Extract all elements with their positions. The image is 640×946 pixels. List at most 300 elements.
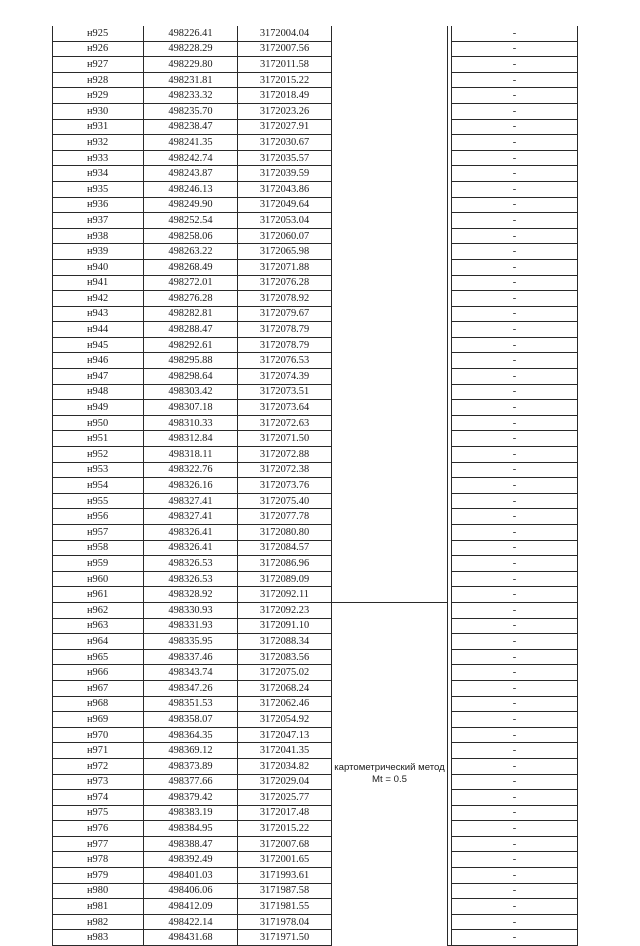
x-coordinate-cell: 498228.29 — [144, 41, 238, 57]
x-coordinate-cell: 498226.41 — [144, 26, 238, 41]
error-value-cell: - — [452, 462, 578, 478]
table-row — [53, 868, 578, 884]
table-row — [53, 275, 578, 291]
table-row — [53, 805, 578, 821]
point-id-cell: н953 — [53, 462, 144, 478]
error-value-cell: - — [452, 509, 578, 525]
error-value-cell: - — [452, 883, 578, 899]
error-value-cell: - — [452, 665, 578, 681]
point-id-cell: н970 — [53, 727, 144, 743]
table-row — [53, 431, 578, 447]
x-coordinate-cell: 498406.06 — [144, 883, 238, 899]
error-value-cell: - — [452, 72, 578, 88]
point-id-cell: н963 — [53, 618, 144, 634]
method-cell-empty — [332, 181, 448, 197]
error-value-cell: - — [452, 478, 578, 494]
error-value-cell: - — [452, 493, 578, 509]
x-coordinate-cell: 498326.16 — [144, 478, 238, 494]
y-coordinate-cell: 3172071.50 — [238, 431, 332, 447]
x-coordinate-cell: 498249.90 — [144, 197, 238, 213]
y-coordinate-cell: 3172053.04 — [238, 213, 332, 229]
point-id-cell: н959 — [53, 556, 144, 572]
error-value-cell: - — [452, 836, 578, 852]
y-coordinate-cell: 3172078.79 — [238, 337, 332, 353]
y-coordinate-cell: 3172001.65 — [238, 852, 332, 868]
error-value-cell: - — [452, 649, 578, 665]
x-coordinate-cell: 498327.41 — [144, 493, 238, 509]
table-row — [53, 57, 578, 73]
method-cell-empty — [332, 259, 448, 275]
method-cell-empty — [332, 478, 448, 494]
point-id-cell: н930 — [53, 103, 144, 119]
error-value-cell: - — [452, 805, 578, 821]
x-coordinate-cell: 498392.49 — [144, 852, 238, 868]
error-value-cell: - — [452, 587, 578, 603]
error-value-cell: - — [452, 119, 578, 135]
table-row — [53, 525, 578, 541]
x-coordinate-cell: 498242.74 — [144, 150, 238, 166]
y-coordinate-cell: 3172074.39 — [238, 369, 332, 385]
error-value-cell: - — [452, 930, 578, 946]
point-id-cell: н926 — [53, 41, 144, 57]
error-value-cell: - — [452, 166, 578, 182]
table-row — [53, 213, 578, 229]
table-row — [53, 478, 578, 494]
point-id-cell: н983 — [53, 930, 144, 946]
table-row — [53, 556, 578, 572]
table-row — [53, 930, 578, 946]
error-value-cell: - — [452, 337, 578, 353]
x-coordinate-cell: 498272.01 — [144, 275, 238, 291]
y-coordinate-cell: 3172041.35 — [238, 743, 332, 759]
table-row — [53, 228, 578, 244]
error-value-cell: - — [452, 213, 578, 229]
method-cell-empty — [332, 384, 448, 400]
y-coordinate-cell: 3171978.04 — [238, 914, 332, 930]
point-id-cell: н927 — [53, 57, 144, 73]
table-row — [53, 306, 578, 322]
point-id-cell: н952 — [53, 447, 144, 463]
y-coordinate-cell: 3172075.02 — [238, 665, 332, 681]
x-coordinate-cell: 498276.28 — [144, 291, 238, 307]
y-coordinate-cell: 3172025.77 — [238, 790, 332, 806]
x-coordinate-cell: 498235.70 — [144, 103, 238, 119]
table-row — [53, 821, 578, 837]
table-row — [53, 322, 578, 338]
point-id-cell: н973 — [53, 774, 144, 790]
point-id-cell: н982 — [53, 914, 144, 930]
point-id-cell: н951 — [53, 431, 144, 447]
table-row — [53, 103, 578, 119]
point-id-cell: н981 — [53, 899, 144, 915]
method-cell-empty — [332, 166, 448, 182]
y-coordinate-cell: 3172018.49 — [238, 88, 332, 104]
error-value-cell: - — [452, 821, 578, 837]
y-coordinate-cell: 3172072.88 — [238, 447, 332, 463]
method-cell-empty — [332, 322, 448, 338]
y-coordinate-cell: 3172091.10 — [238, 618, 332, 634]
y-coordinate-cell: 3172049.64 — [238, 197, 332, 213]
x-coordinate-cell: 498246.13 — [144, 181, 238, 197]
y-coordinate-cell: 3172088.34 — [238, 634, 332, 650]
y-coordinate-cell: 3172004.04 — [238, 26, 332, 41]
error-value-cell: - — [452, 244, 578, 260]
error-value-cell: - — [452, 712, 578, 728]
y-coordinate-cell: 3172078.92 — [238, 291, 332, 307]
y-coordinate-cell: 3172035.57 — [238, 150, 332, 166]
error-value-cell: - — [452, 259, 578, 275]
point-id-cell: н932 — [53, 135, 144, 151]
table-row — [53, 914, 578, 930]
y-coordinate-cell: 3172086.96 — [238, 556, 332, 572]
table-row — [53, 166, 578, 182]
x-coordinate-cell: 498295.88 — [144, 353, 238, 369]
point-id-cell: н935 — [53, 181, 144, 197]
y-coordinate-cell: 3172007.56 — [238, 41, 332, 57]
x-coordinate-cell: 498243.87 — [144, 166, 238, 182]
x-coordinate-cell: 498347.26 — [144, 680, 238, 696]
x-coordinate-cell: 498431.68 — [144, 930, 238, 946]
table-row — [53, 26, 578, 41]
table-row — [53, 743, 578, 759]
point-id-cell: н965 — [53, 649, 144, 665]
error-value-cell: - — [452, 525, 578, 541]
method-cell-empty — [332, 228, 448, 244]
error-value-cell: - — [452, 41, 578, 57]
point-id-cell: н938 — [53, 228, 144, 244]
x-coordinate-cell: 498292.61 — [144, 337, 238, 353]
point-id-cell: н969 — [53, 712, 144, 728]
error-value-cell: - — [452, 431, 578, 447]
method-cell-empty — [332, 135, 448, 151]
error-value-cell: - — [452, 197, 578, 213]
point-id-cell: н939 — [53, 244, 144, 260]
x-coordinate-cell: 498343.74 — [144, 665, 238, 681]
y-coordinate-cell: 3172015.22 — [238, 821, 332, 837]
point-id-cell: н931 — [53, 119, 144, 135]
y-coordinate-cell: 3172027.91 — [238, 119, 332, 135]
y-coordinate-cell: 3172072.63 — [238, 415, 332, 431]
point-id-cell: н976 — [53, 821, 144, 837]
point-id-cell: н980 — [53, 883, 144, 899]
y-coordinate-cell: 3171981.55 — [238, 899, 332, 915]
method-cell-empty — [332, 337, 448, 353]
point-id-cell: н978 — [53, 852, 144, 868]
y-coordinate-cell: 3172054.92 — [238, 712, 332, 728]
point-id-cell: н949 — [53, 400, 144, 416]
method-cell-empty — [332, 587, 448, 603]
y-coordinate-cell: 3172007.68 — [238, 836, 332, 852]
error-value-cell: - — [452, 852, 578, 868]
table-row — [53, 618, 578, 634]
x-coordinate-cell: 498312.84 — [144, 431, 238, 447]
table-row — [53, 72, 578, 88]
table-row — [53, 197, 578, 213]
method-cell: картометрический метод Mt = 0.5 — [332, 602, 448, 945]
method-cell-empty — [332, 72, 448, 88]
x-coordinate-cell: 498401.03 — [144, 868, 238, 884]
error-value-cell: - — [452, 790, 578, 806]
x-coordinate-cell: 498282.81 — [144, 306, 238, 322]
point-id-cell: н950 — [53, 415, 144, 431]
x-coordinate-cell: 498258.06 — [144, 228, 238, 244]
x-coordinate-cell: 498388.47 — [144, 836, 238, 852]
table-row — [53, 88, 578, 104]
y-coordinate-cell: 3172043.86 — [238, 181, 332, 197]
y-coordinate-cell: 3172092.23 — [238, 602, 332, 618]
y-coordinate-cell: 3172071.88 — [238, 259, 332, 275]
method-cell-empty — [332, 275, 448, 291]
method-cell-empty — [332, 41, 448, 57]
y-coordinate-cell: 3172065.98 — [238, 244, 332, 260]
x-coordinate-cell: 498326.53 — [144, 571, 238, 587]
table-row — [53, 790, 578, 806]
point-id-cell: н925 — [53, 26, 144, 41]
point-id-cell: н945 — [53, 337, 144, 353]
table-row — [53, 447, 578, 463]
point-id-cell: н956 — [53, 509, 144, 525]
point-id-cell: н962 — [53, 602, 144, 618]
table-row — [53, 337, 578, 353]
y-coordinate-cell: 3172011.58 — [238, 57, 332, 73]
point-id-cell: н948 — [53, 384, 144, 400]
method-cell-empty — [332, 306, 448, 322]
table-row — [53, 353, 578, 369]
y-coordinate-cell: 3172060.07 — [238, 228, 332, 244]
point-id-cell: н964 — [53, 634, 144, 650]
method-cell-empty — [332, 88, 448, 104]
point-id-cell: н933 — [53, 150, 144, 166]
x-coordinate-cell: 498322.76 — [144, 462, 238, 478]
table-row — [53, 899, 578, 915]
table-row — [53, 415, 578, 431]
x-coordinate-cell: 498307.18 — [144, 400, 238, 416]
error-value-cell: - — [452, 57, 578, 73]
point-id-cell: н946 — [53, 353, 144, 369]
error-value-cell: - — [452, 400, 578, 416]
y-coordinate-cell: 3172062.46 — [238, 696, 332, 712]
y-coordinate-cell: 3172015.22 — [238, 72, 332, 88]
x-coordinate-cell: 498303.42 — [144, 384, 238, 400]
y-coordinate-cell: 3172076.28 — [238, 275, 332, 291]
x-coordinate-cell: 498377.66 — [144, 774, 238, 790]
x-coordinate-cell: 498358.07 — [144, 712, 238, 728]
method-cell-empty — [332, 493, 448, 509]
method-cell-empty — [332, 103, 448, 119]
method-cell-empty — [332, 119, 448, 135]
x-coordinate-cell: 498351.53 — [144, 696, 238, 712]
error-value-cell: - — [452, 743, 578, 759]
error-value-cell: - — [452, 275, 578, 291]
table-row — [53, 135, 578, 151]
x-coordinate-cell: 498337.46 — [144, 649, 238, 665]
point-id-cell: н972 — [53, 758, 144, 774]
y-coordinate-cell: 3172029.04 — [238, 774, 332, 790]
error-value-cell: - — [452, 680, 578, 696]
x-coordinate-cell: 498330.93 — [144, 602, 238, 618]
y-coordinate-cell: 3172092.11 — [238, 587, 332, 603]
error-value-cell: - — [452, 618, 578, 634]
error-value-cell: - — [452, 447, 578, 463]
y-coordinate-cell: 3172047.13 — [238, 727, 332, 743]
error-value-cell: - — [452, 228, 578, 244]
method-cell-empty — [332, 291, 448, 307]
error-value-cell: - — [452, 103, 578, 119]
point-id-cell: н960 — [53, 571, 144, 587]
x-coordinate-cell: 498373.89 — [144, 758, 238, 774]
y-coordinate-cell: 3172023.26 — [238, 103, 332, 119]
table-row — [53, 493, 578, 509]
x-coordinate-cell: 498383.19 — [144, 805, 238, 821]
error-value-cell: - — [452, 634, 578, 650]
error-value-cell: - — [452, 322, 578, 338]
table-row — [53, 384, 578, 400]
coordinates-table-body — [53, 26, 578, 946]
table-row — [53, 41, 578, 57]
table-row — [53, 540, 578, 556]
table-row — [53, 680, 578, 696]
table-row — [53, 119, 578, 135]
y-coordinate-cell: 3172084.57 — [238, 540, 332, 556]
error-value-cell: - — [452, 135, 578, 151]
table-row — [53, 649, 578, 665]
point-id-cell: н955 — [53, 493, 144, 509]
point-id-cell: н966 — [53, 665, 144, 681]
y-coordinate-cell: 3171993.61 — [238, 868, 332, 884]
error-value-cell: - — [452, 774, 578, 790]
table-row — [53, 291, 578, 307]
x-coordinate-cell: 498422.14 — [144, 914, 238, 930]
table-row — [53, 852, 578, 868]
method-cell-empty — [332, 400, 448, 416]
table-row — [53, 369, 578, 385]
table-row — [53, 400, 578, 416]
point-id-cell: н936 — [53, 197, 144, 213]
table-row — [53, 883, 578, 899]
method-cell-empty — [332, 525, 448, 541]
y-coordinate-cell: 3171971.50 — [238, 930, 332, 946]
table-row — [53, 665, 578, 681]
error-value-cell: - — [452, 26, 578, 41]
error-value-cell: - — [452, 868, 578, 884]
error-value-cell: - — [452, 415, 578, 431]
y-coordinate-cell: 3172075.40 — [238, 493, 332, 509]
x-coordinate-cell: 498229.80 — [144, 57, 238, 73]
x-coordinate-cell: 498298.64 — [144, 369, 238, 385]
x-coordinate-cell: 498252.54 — [144, 213, 238, 229]
error-value-cell: - — [452, 369, 578, 385]
x-coordinate-cell: 498326.53 — [144, 556, 238, 572]
method-cell-empty — [332, 447, 448, 463]
table-row — [53, 712, 578, 728]
table-row — [53, 836, 578, 852]
y-coordinate-cell: 3172073.51 — [238, 384, 332, 400]
x-coordinate-cell: 498328.92 — [144, 587, 238, 603]
x-coordinate-cell: 498331.93 — [144, 618, 238, 634]
method-cell-empty — [332, 26, 448, 41]
error-value-cell: - — [452, 540, 578, 556]
y-coordinate-cell: 3172083.56 — [238, 649, 332, 665]
y-coordinate-cell: 3172073.76 — [238, 478, 332, 494]
table-row — [53, 150, 578, 166]
point-id-cell: н943 — [53, 306, 144, 322]
x-coordinate-cell: 498384.95 — [144, 821, 238, 837]
point-id-cell: н942 — [53, 291, 144, 307]
point-id-cell: н957 — [53, 525, 144, 541]
method-cell-empty — [332, 509, 448, 525]
point-id-cell: н941 — [53, 275, 144, 291]
y-coordinate-cell: 3172080.80 — [238, 525, 332, 541]
table-row — [53, 259, 578, 275]
table-row — [53, 181, 578, 197]
method-cell-empty — [332, 462, 448, 478]
table-row — [53, 602, 578, 618]
error-value-cell: - — [452, 602, 578, 618]
y-coordinate-cell: 3172077.78 — [238, 509, 332, 525]
x-coordinate-cell: 498231.81 — [144, 72, 238, 88]
point-id-cell: н944 — [53, 322, 144, 338]
y-coordinate-cell: 3172034.82 — [238, 758, 332, 774]
point-id-cell: н937 — [53, 213, 144, 229]
y-coordinate-cell: 3172072.38 — [238, 462, 332, 478]
table-row — [53, 509, 578, 525]
x-coordinate-cell: 498369.12 — [144, 743, 238, 759]
x-coordinate-cell: 498326.41 — [144, 525, 238, 541]
point-id-cell: н974 — [53, 790, 144, 806]
method-cell-empty — [332, 150, 448, 166]
table-row — [53, 244, 578, 260]
x-coordinate-cell: 498335.95 — [144, 634, 238, 650]
method-cell-empty — [332, 57, 448, 73]
point-id-cell: н954 — [53, 478, 144, 494]
error-value-cell: - — [452, 150, 578, 166]
point-id-cell: н975 — [53, 805, 144, 821]
x-coordinate-cell: 498268.49 — [144, 259, 238, 275]
y-coordinate-cell: 3172068.24 — [238, 680, 332, 696]
method-cell-empty — [332, 540, 448, 556]
error-value-cell: - — [452, 353, 578, 369]
x-coordinate-cell: 498412.09 — [144, 899, 238, 915]
x-coordinate-cell: 498263.22 — [144, 244, 238, 260]
table-row — [53, 774, 578, 790]
point-id-cell: н967 — [53, 680, 144, 696]
error-value-cell: - — [452, 727, 578, 743]
point-id-cell: н934 — [53, 166, 144, 182]
x-coordinate-cell: 498327.41 — [144, 509, 238, 525]
point-id-cell: н971 — [53, 743, 144, 759]
error-value-cell: - — [452, 556, 578, 572]
point-id-cell: н947 — [53, 369, 144, 385]
point-id-cell: н979 — [53, 868, 144, 884]
error-value-cell: - — [452, 758, 578, 774]
x-coordinate-cell: 498241.35 — [144, 135, 238, 151]
method-cell-empty — [332, 244, 448, 260]
y-coordinate-cell: 3172073.64 — [238, 400, 332, 416]
point-id-cell: н961 — [53, 587, 144, 603]
method-cell-empty — [332, 556, 448, 572]
error-value-cell: - — [452, 384, 578, 400]
coordinates-table — [52, 26, 578, 946]
x-coordinate-cell: 498364.35 — [144, 727, 238, 743]
y-coordinate-cell: 3172079.67 — [238, 306, 332, 322]
error-value-cell: - — [452, 914, 578, 930]
point-id-cell: н968 — [53, 696, 144, 712]
x-coordinate-cell: 498233.32 — [144, 88, 238, 104]
y-coordinate-cell: 3172039.59 — [238, 166, 332, 182]
y-coordinate-cell: 3172078.79 — [238, 322, 332, 338]
error-value-cell: - — [452, 291, 578, 307]
y-coordinate-cell: 3171987.58 — [238, 883, 332, 899]
